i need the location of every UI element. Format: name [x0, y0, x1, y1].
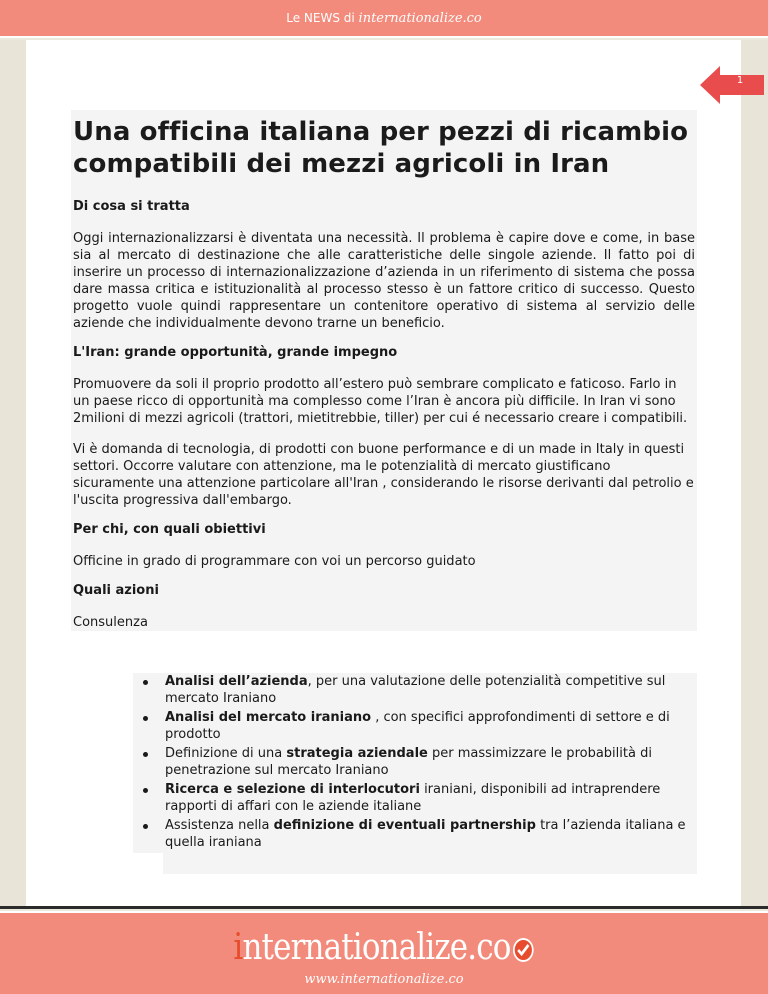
logo-text: nternationalize.co [242, 927, 511, 968]
footer-logo [54, 927, 714, 969]
bullet-icon [143, 716, 148, 721]
actions-list [133, 673, 697, 853]
footer-divider-dark [0, 906, 768, 909]
section-heading-what: Di cosa si tratta [73, 199, 190, 214]
list-item: Definizione di una strategia aziendale per massimizzare le probabilità di penetrazione sul mercato Iraniano [133, 745, 697, 779]
top-divider [0, 36, 768, 38]
bullet-icon [143, 752, 148, 757]
section-heading-iran: L'Iran: grande opportunità, grande impegno [73, 345, 398, 360]
section-text-iran-b: Vi è domanda di tecnologia, di prodotti con buone performance e di un made in Italy in questi settori. Occorre valutare con attenzione, ma le potenzialità di mercato giustificano sicuramente una attenzione particolare all'Iran , considerando le risorse derivanti dal petrolio e l'uscita progressiva dall'embargo. [73, 442, 694, 508]
list-item: Analisi del mercato iraniano , con specifici approfondimenti di settore e di prodotto [133, 709, 697, 743]
left-margin [0, 40, 26, 906]
footer-banner [0, 913, 768, 994]
section-text-who: Officine in grado di programmare con voi un percorso guidato [73, 554, 476, 569]
bullet-icon [143, 680, 148, 685]
bullet-icon [143, 788, 148, 793]
section-text-what: Oggi internazionalizzarsi è diventata una necessità. Il problema è capire dove e come, in base sia al mercato di destinazione che alle caratteristiche delle singole aziende. Il fatto poi di inserire un processo di internazionalizzazione d’azienda in un riferimento di sistema che possa dare massa critica e istituzionalità al processo stesso è un fattore critico di successo. Questo progetto vuole quindi rappresentare un contenitore operativo di sistema al servizio delle aziende che individualmente devono trarne un beneficio. [73, 231, 695, 331]
article-title: Una officina italiana per pezzi di ricambio compatibili dei mezzi agricoli in Iran [73, 117, 689, 179]
right-margin [741, 40, 768, 906]
footer-url[interactable]: www.internationalize.co [304, 972, 464, 987]
header-prefix: Le NEWS di [286, 11, 355, 25]
top-banner [0, 0, 768, 38]
article-body [71, 110, 697, 631]
section-heading-actions: Quali azioni [73, 583, 159, 598]
logo-first-letter: i [233, 927, 243, 968]
list-item: Ricerca e selezione di interlocutori iraniani, disponibili ad intraprendere rapporti di affari con le aziende italiane [133, 781, 697, 815]
section-text-iran-a: Promuovere da soli il proprio prodotto all’estero può sembrare complicato e faticoso. Farlo in un paese ricco di opportunità ma complesso come l’Iran è ancora più difficile. In Iran vi sono 2milioni di mezzi agricoli (trattori, mietitrebbie, tiller) per cui é necessario creare i compatibili. [73, 377, 688, 426]
check-badge-icon [512, 937, 534, 963]
page-number: 1 [736, 75, 744, 86]
bullet-icon [143, 824, 148, 829]
header-brand: internationalize.co [358, 11, 482, 26]
list-item: Assistenza nella definizione di eventuali partnership tra l’azienda italiana e quella iraniana [133, 817, 697, 851]
section-text-actions: Consulenza [73, 615, 148, 630]
section-heading-who: Per chi, con quali obiettivi [73, 522, 266, 537]
empty-text-box [163, 852, 697, 874]
list-item: Analisi dell’azienda, per una valutazione delle potenzialità competitive sul mercato Iraniano [133, 673, 697, 707]
